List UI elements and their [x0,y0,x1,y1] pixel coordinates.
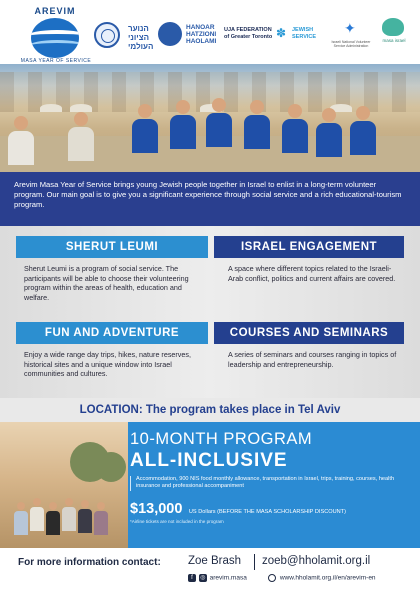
program-section [0,422,420,548]
contact-name: Zoe Brash [188,555,242,567]
arevim-logo-name: AREVIM [34,6,76,16]
website-link[interactable]: www.hholamit.org.il/en/arevim-en [279,574,376,582]
contact-label: For more information contact: [18,557,161,568]
program-details: Accommodation, 900 NIS food monthly allowance, transportation in Israel, trips, training, courses, health insurance and professional accompaniment [130,476,412,491]
uja-logo-text: UJA FEDERATION of Greater Toronto [224,27,273,40]
card-body-courses-seminars: A series of seminars and courses ranging in topics of leadership and entrepreneurship. [228,350,397,369]
card-body-sherut-leumi: Sherut Leumi is a program of social service. The participants will be able to choose their volunteering program within the areas of health, education and welfare. [24,264,189,302]
national-volunteer-logo-text: Israeli National Volunteer Service Administration [331,40,371,48]
card-title-israel-engagement: ISRAEL ENGAGEMENT [214,236,404,258]
wave-icon [31,18,79,58]
contact-divider [254,554,255,570]
arevim-logo-tagline: MASA YEAR OF SERVICE [20,58,92,64]
hanoar-logo-icon [158,22,182,46]
location-line: LOCATION: The program takes place in Tel Aviv [0,398,420,422]
intro-text: Arevim Masa Year of Service brings young Jewish people together in Israel to enlist in a long-term volunteer program. Our main goal is to give you a significant experience through social service and a rich educational-tourism program. [0,172,420,226]
card-body-fun-adventure: Enjoy a wide range day trips, hikes, nature reserves, historical sites and a unique window into Israel communities and cultures. [24,350,191,379]
price-amount: $13,000 [130,501,183,517]
instagram-icon[interactable]: ◎ [200,575,206,581]
price-block [130,500,346,518]
program-subtitle: ALL-INCLUSIVE [130,450,288,471]
globe-icon [268,574,276,582]
price-footnote: *Airline tickets are not included in the program [130,519,224,524]
card-body-israel-engagement: A space where different topics related to the Israeli-Arab conflict, politics and current affairs are covered. [228,264,396,283]
features-section [0,226,420,398]
seal-logo-icon [94,22,120,48]
website-block [268,574,376,582]
hanoar-logo-text: HANOAR HATZIONI HAOLAMI [186,24,217,45]
masa-logo-text: masa israel [382,38,406,43]
social-handle[interactable]: arevim.masa [209,574,247,582]
contact-email-link[interactable]: zoeb@hholamit.org.il [262,555,371,567]
hero-photo [0,64,420,172]
program-title: 10-MONTH PROGRAM [130,430,313,448]
national-volunteer-logo-icon [344,20,358,38]
card-title-courses-seminars: COURSES AND SEMINARS [214,322,404,344]
card-title-sherut-leumi: SHERUT LEUMI [16,236,208,258]
card-title-fun-adventure: FUN AND ADVENTURE [16,322,208,344]
social-links [188,574,247,582]
price-note: US Dollars (BEFORE THE MASA SCHOLARSHIP DISCOUNT) [188,509,346,515]
masa-logo-icon [382,18,404,36]
jewish-service-logo-icon: ✽ [276,26,287,40]
group-photo [0,422,128,548]
jewish-service-logo-text: JEWISH SERVICE [292,27,317,40]
hebrew-logo-text: הנוער הציוני העולמי [128,24,154,51]
facebook-icon[interactable]: f [188,574,196,582]
contact-strip [0,548,420,595]
